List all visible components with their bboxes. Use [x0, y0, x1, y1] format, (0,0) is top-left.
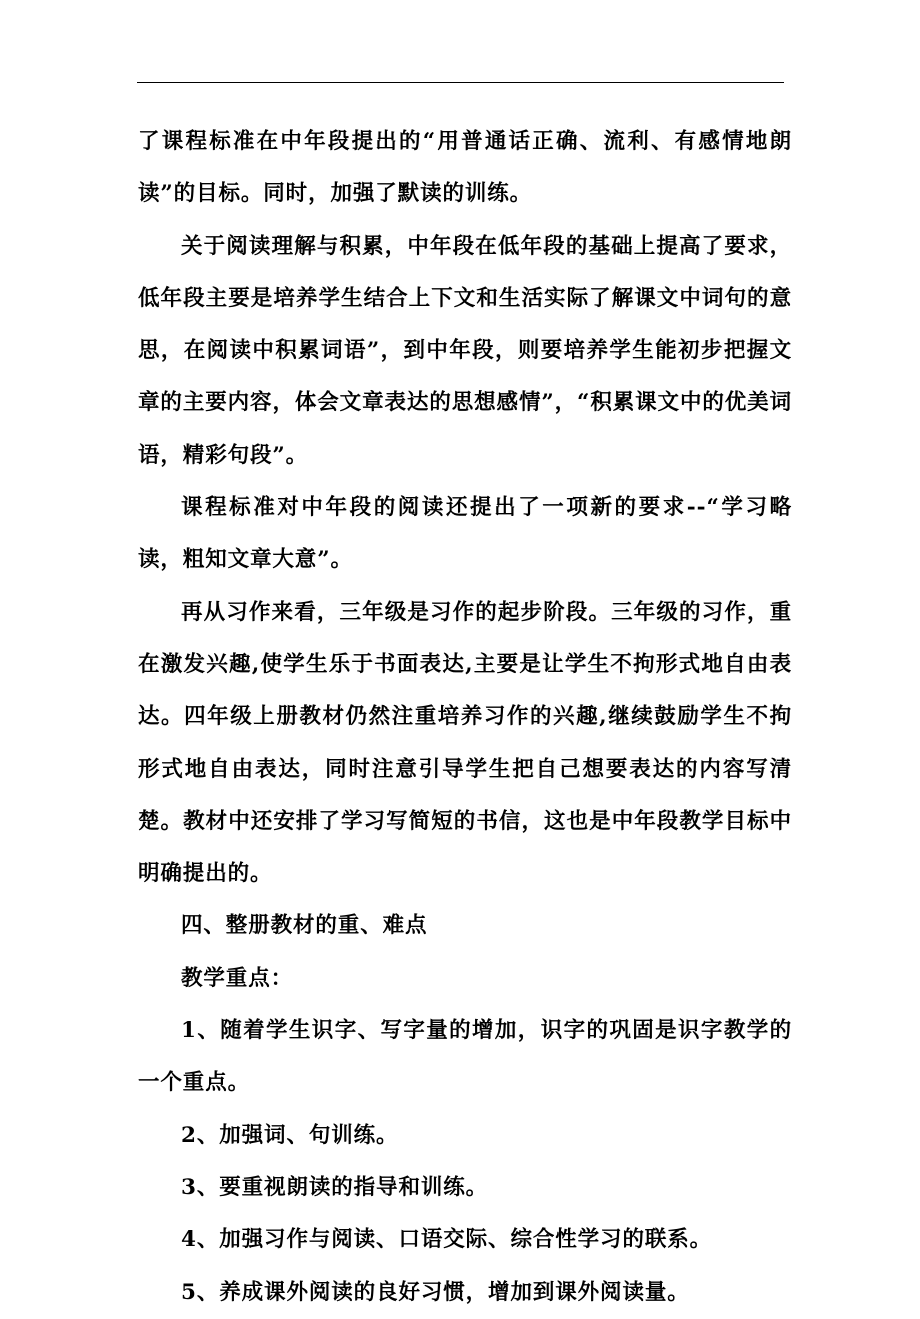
paragraph-4: 再从习作来看，三年级是习作的起步阶段。三年级的习作，重在激发兴趣,使学生乐于书面表达,主要是让学生不拘形式地自由表达。四年级上册教材仍然注重培养习作的兴趣,继续鼓励学生不拘形式地自由表达，同时注意引导学生把自己想要表达的内容写清楚。教材中还安排了学习写简短的书信，这也是中年段教学目标中明确提出的。	[138, 599, 792, 887]
list-item-3: 3、要重视朗读的指导和训练。	[181, 1174, 489, 1200]
list-item-5: 5、养成课外阅读的良好习惯，增加到课外阅读量。	[181, 1279, 690, 1305]
list-item-4: 4、加强习作与阅读、口语交际、综合性学习的联系。	[181, 1227, 713, 1253]
list-item-2: 2、加强词、句训练。	[181, 1122, 399, 1148]
document-body	[138, 116, 792, 1319]
list-item-1: 1、随着学生识字、写字量的增加，识字的巩固是识字教学的一个重点。	[138, 1018, 792, 1096]
header-rule	[137, 82, 784, 83]
paragraph-1: 了课程标准在中年段提出的“用普通话正确、流利、有感情地朗读”的目标。同时，加强了默读的训练。	[138, 129, 792, 207]
paragraph-3: 课程标准对中年段的阅读还提出了一项新的要求--“学习略读，粗知文章大意”。	[138, 495, 792, 573]
section-heading: 四、整册教材的重、难点	[181, 913, 428, 939]
paragraph-2: 关于阅读理解与积累，中年段在低年段的基础上提高了要求，低年段主要是培养学生结合上下文和生活实际了解课文中词句的意思，在阅读中积累词语”，到中年段，则要培养学生能初步把握文章的主要内容，体会文章表达的思想感情”，“积累课文中的优美词语，精彩句段”。	[138, 233, 792, 468]
subsection-heading: 教学重点：	[181, 965, 294, 991]
